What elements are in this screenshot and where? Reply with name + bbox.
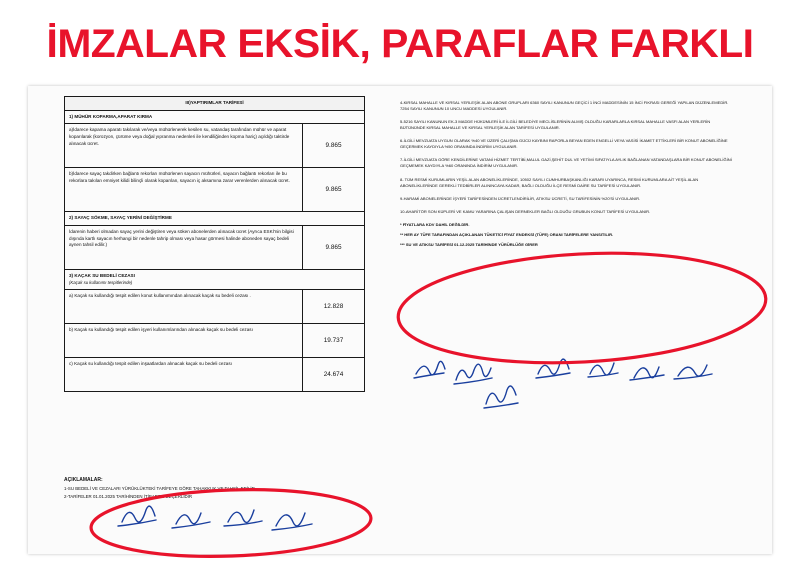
row-amount: 19.737 [303,324,365,358]
signature-cluster-top [410,344,720,424]
row-label: c) Kaçak su kullandığı tespit edilen inşaatlardan alınacak kaçak su bedeli cezası [65,358,303,392]
notes-title: AÇIKLAMALAR: [64,477,103,483]
section-heading-3 [65,269,365,289]
section-heading-2 [65,212,365,226]
clause-5: 5-5216 SAYILI KANUNUN EK-3 MADDE HÜKÜMLERİ İLE İLGİLİ BELEDİYE MECLİSLERİNİN ALMIŞ OLDUĞU KARARLARLA KIRSAL MAHALLE VASFI ALAN YERLERİN BÜTÜNÜNDE KIRSAL MAHALLE VE KIRSAL YERLEŞİK ALAN TARİFESİ UYGULANIR. [400,119,711,131]
table-row [65,110,365,124]
section-number-3: 3) [69,272,74,278]
row-label: b)İdarece sayaç takdirken bağlantı rekorları mühürlenen sayacın mühürleri, sayacın bağlantı rekorları ile bu rekorlara takılan emniyet kilidi bilinçli olarak koparılan, sayacın iç aksamına zarar verenlerden alınacak ücret. [65,168,303,212]
section-number-2: 2) [69,215,74,221]
clause-10: 10-AHARİTÖR SON KÜPLERİ VE KAMU YARARINA ÇALIŞAN DERNEKLER BAĞLI OLDUĞU GRUBUN KONUT TARİFESİ UYGULANIR. [400,208,651,214]
footnote-2: ** HER AY TÜFE TARAFINDAN AÇIKLANAN TÜKETİCİ FİYAT ENDEKSİ (TÜFE) ORANI TARİFELERE YANSITILIR. [400,231,614,237]
table-row [65,290,365,324]
clause-9: 9-HARAMİ ABONELERİNDE İŞYERİ TARİFESİNDEN ÜCRETLENDİRİLİR, ATIKSU ÜCRETİ, SU TARİFESİNİN %20'Sİ UYGULANIR. [400,195,641,201]
row-amount: 9.865 [303,225,365,269]
table-row [65,324,365,358]
table-title-row [65,97,365,111]
clauses-block [400,100,736,252]
clause-7: 7-İLGİLİ MEVZUATA GÖRE KENDİLERİNE VATANİ HİZMET TERTİBİ,MALUL GAZİ,ŞEHİT DUL VE YETİMİ SIFATIYLA AYLIK BAĞLANAN VATANDAŞLARA BİR KONUT ABONELİĞİNİ GEÇMEMEK KAYDIYLA %60 ORANINDA İNDİRİM UYGULANIR. [400,157,732,169]
row-label: İdarenin haberi olmadan sayaç yerini değiştiren veya söken abonelerden alınacak ücret (Ayrıca ESKİ'nin bilgisi dışında kartlı sayacın herhangi bir nedenle tahrip olması veya hasar görmesi halinde aboneden sayaç bedeli aynen tahsil edilir.) [65,225,303,269]
row-label: a)İdarece kapama aparatı takılarak ve/veya mühürlenerek kesilen su, vatandaş tarafından mühür ve aparat koparılarak (korozyon, çürüme veya doğal yıpranma nedenleri ile kendiliğinden kopma hariç) açıldığı taktirde alınacak ücret. [65,124,303,168]
row-amount: 9.865 [303,168,365,212]
table-row [65,124,365,168]
row-amount: 24.674 [303,358,365,392]
clause-8: 8- TÜM RESMİ KURUMLARIN YEŞİL ALAN ABONELİKLERİNDE, 10502 SAYILI CUMHURBAŞKANLIĞI KARARI UYARINCA, RESMİ KURUMLARA AİT YEŞİL ALAN ABONELİKLERİNDE GEREKLİ TEDBİRLER ALININCAYA KADAR, BAĞLI OLDUĞU İLÇE RESMİ DAİRE SU TARİFESİ UYGULANIR. [400,176,699,188]
notes-item: 2-TARİFELER 01.01.2025 TARİHİNDEN İTİBAREN GEÇERLİDİR [64,493,193,499]
notes-item: 1-SU BEDELİ VE CEZALARI YÜRÜKLÜKTEKİ TARİFEYE GÖRE TAHAKKUK VE TAHSİL EDİLİR. [64,486,257,491]
row-label: b) Kaçak su kullandığı tespit edilen işyeri kullanımlarından alınacak kaçak su bedeli cezası [65,324,303,358]
section-title-3: KAÇAK SU BEDELİ CEZASI [74,272,135,278]
table-title: III)YAPTIRIMLAR TARİFESİ [65,97,365,111]
row-amount: 9.865 [303,124,365,168]
section-subtitle-3: (Kaçak su kullanımı tespitlerinde) [69,279,133,285]
table-row [65,269,365,289]
table-row [65,358,365,392]
section-heading-1 [65,110,365,124]
row-amount: 12.828 [303,290,365,324]
document-sheet [28,86,772,554]
page-title: İMZALAR EKSİK, PARAFLAR FARKLI [46,22,754,66]
section-title-2: SAYAÇ SÖKME, SAYAÇ YERİNİ DEĞİŞTİRME [74,215,172,221]
row-label: a) Kaçak su kullandığı tespit edilen konut kullanımından alınacak kaçak su bedeli cezası . [65,290,303,324]
table-row [65,212,365,226]
table-row [65,168,365,212]
clause-6: 6-İLGİLİ MEVZUATA UYGUN OLARAK %40 VE ÜZERİ ÇALIŞMA GÜCÜ KAYBINI RAPORLA BEYAN EDEN ENGELLİ VEYA VASİSİ İKAMET ETTİKLERİ BİR KONUT ABONELİĞİNE GEÇERMEK KAYDIYLA %50 ORANINDA İNDİRİM UYGULANIR. [400,138,728,150]
clause-4: 4-KIRSAL MAHALLE VE KIRSAL YERLEŞİK ALAN ABONE GRUPLARI 6360 SAYILI KANUNUN GEÇİCİ 1 İNCİ MADDESİNİN 15 İNCİ FIKRASI GEREĞİ YAPILAN DÜZENLEMEDİR. 7254 SAYILI KANUNUN 10 UNCU MADDESİ UYGULANIR. [400,100,729,112]
footnote-3: *** SU VE ATIKSU TARİFESİ 01.12.2025 TARİHİNDE YÜRÜRLÜĞE GİRER [400,241,538,247]
table-row [65,225,365,269]
footnote-1: * FİYATLARA KDV DAHİL DEĞİLDİR. [400,221,470,227]
signature-cluster-bottom [106,492,336,546]
section-title-1: MÜHÜR KOPARMA,APARAT KIRMA [74,113,153,119]
tariff-table [64,96,365,392]
section-number-1: 1) [69,113,74,119]
tariff-table-container [64,96,364,392]
